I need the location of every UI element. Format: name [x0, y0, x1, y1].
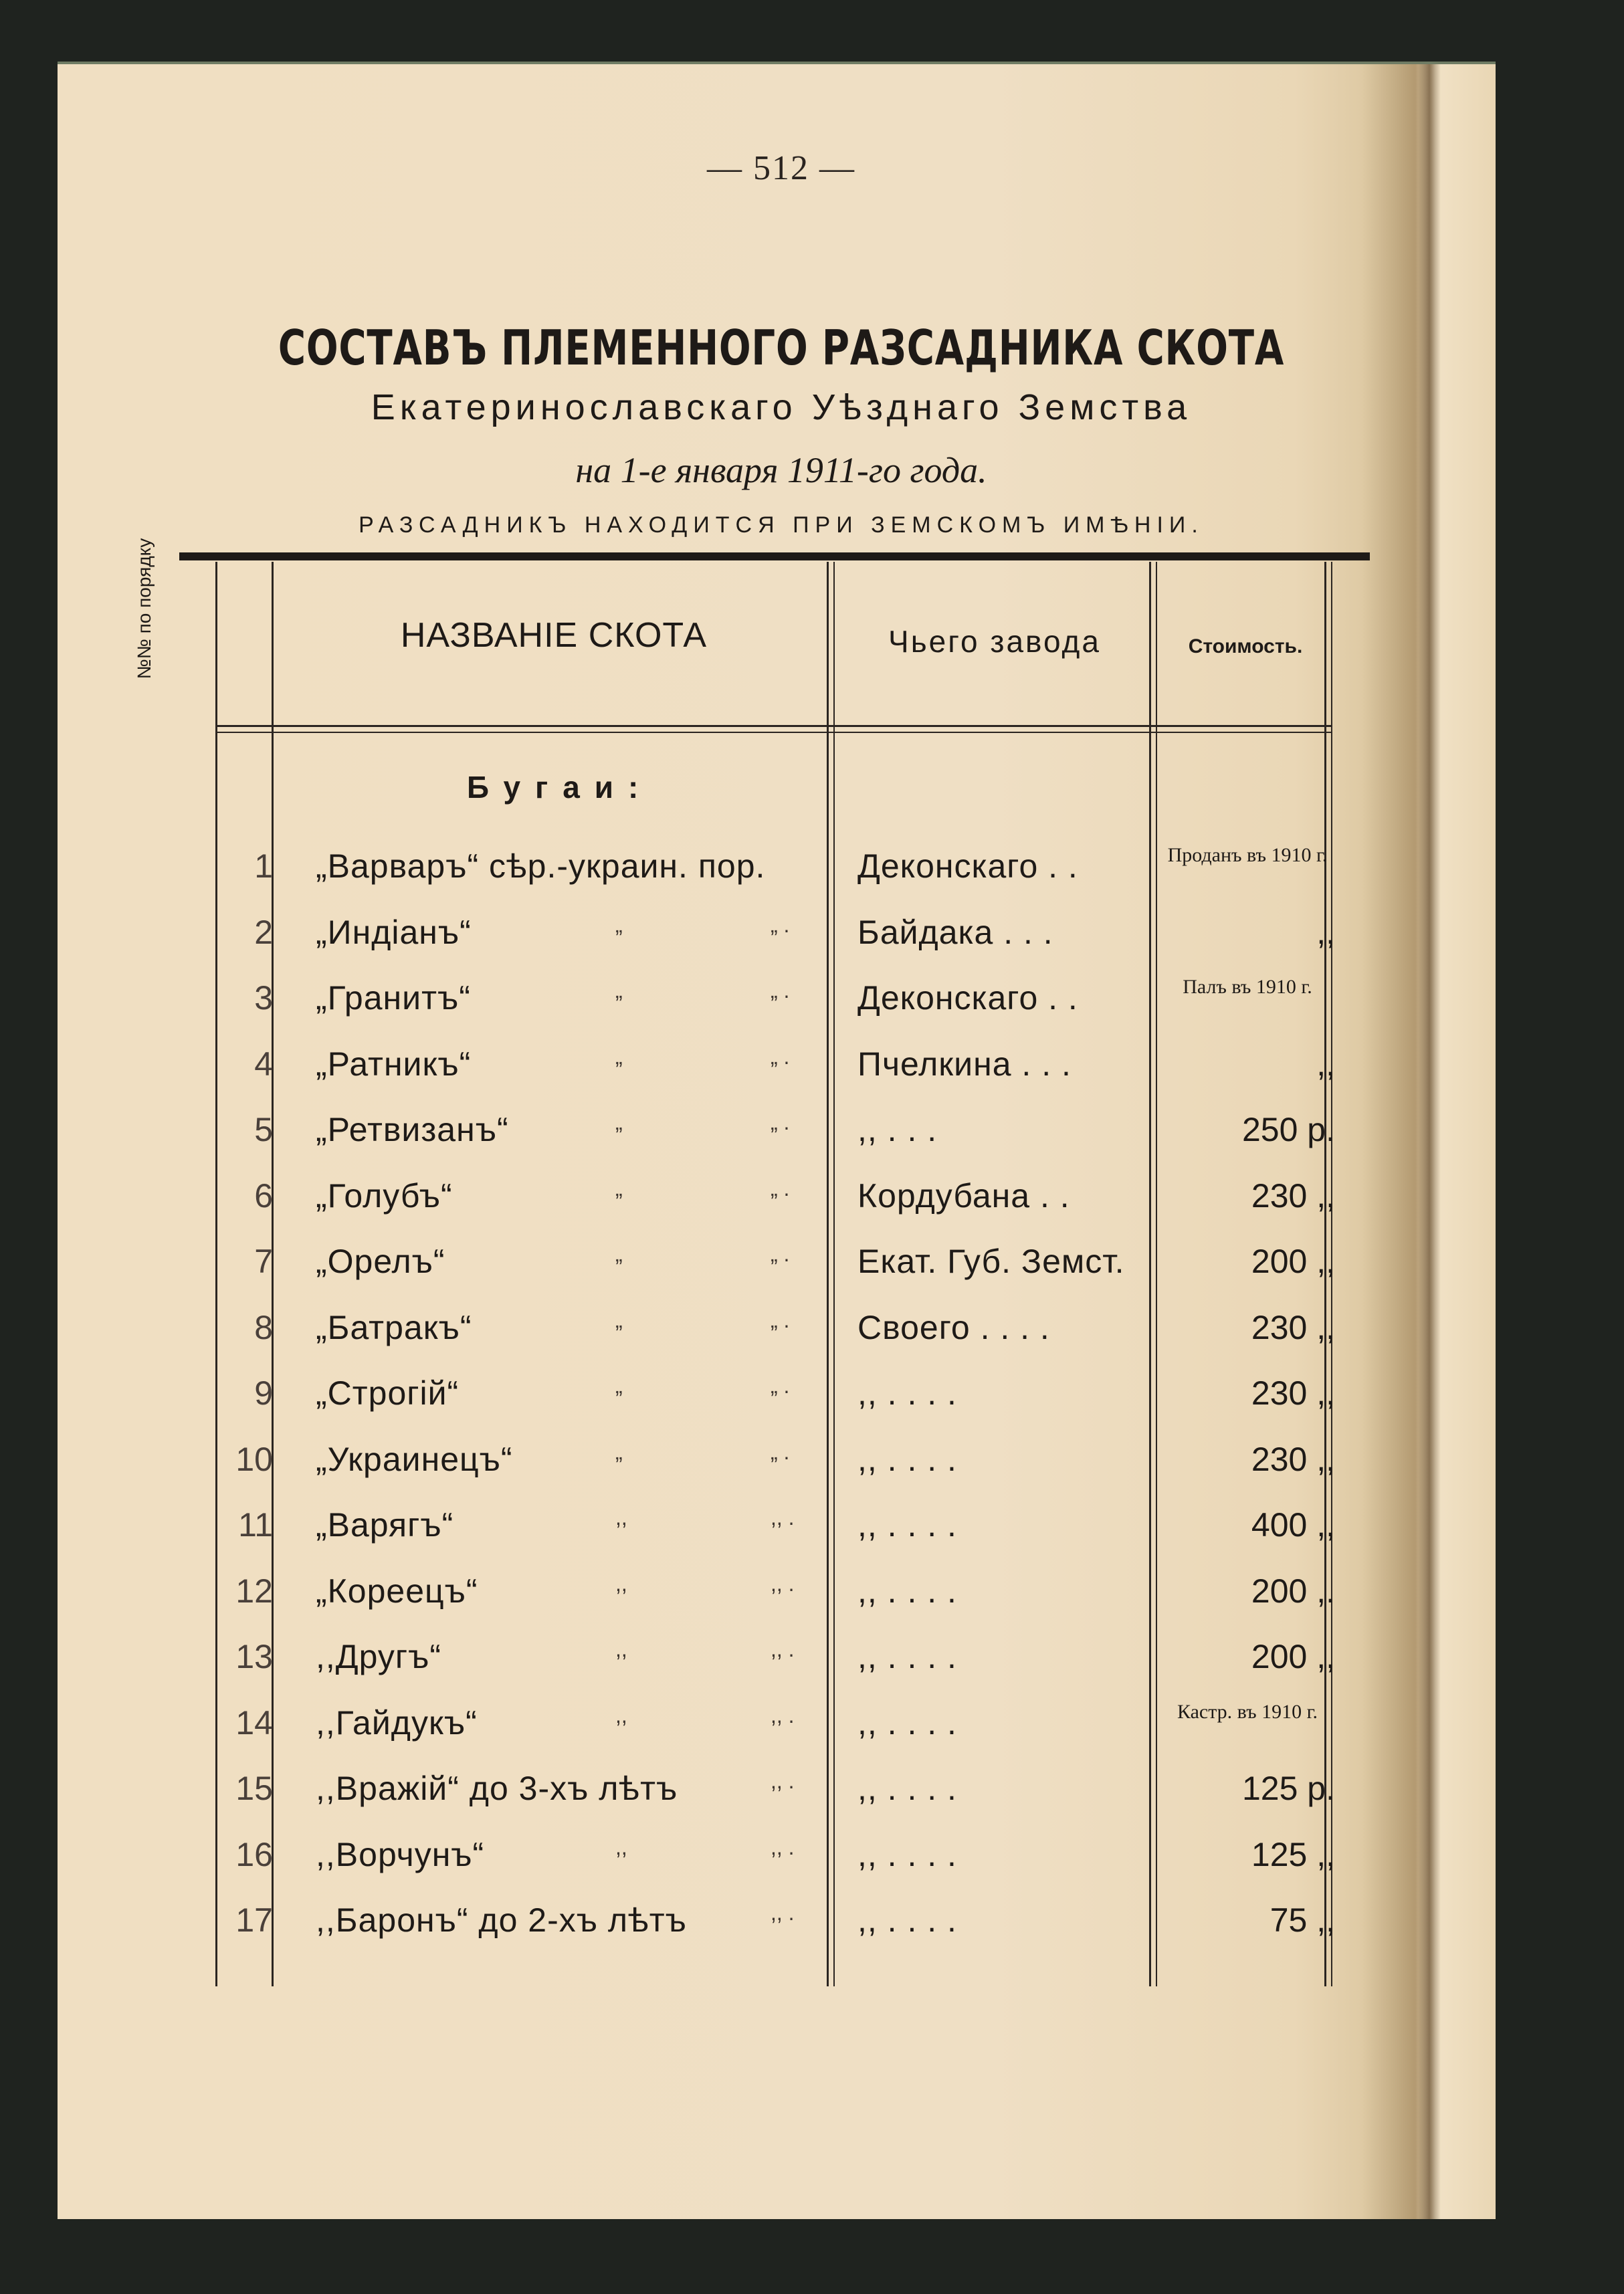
- animal-name: „Орелъ“: [316, 1243, 445, 1280]
- origin-farm: Деконскаго . .: [857, 979, 1078, 1017]
- cost-value: Кастр. въ 1910 г.: [1177, 1700, 1318, 1723]
- origin-farm: ,, . . . .: [857, 1374, 957, 1412]
- table-row: [0, 1700, 1624, 1769]
- animal-name: ,,Другъ“: [316, 1638, 442, 1675]
- row-number: 7: [254, 1243, 273, 1280]
- row-number: 15: [235, 1770, 273, 1807]
- header-rule: [215, 725, 1332, 727]
- animal-name: „Кореецъ“: [316, 1572, 478, 1610]
- location-note: РАЗСАДНИКЪ НАХОДИТСЯ ПРИ ЗЕМСКОМЪ ИМѢНІИ.: [359, 512, 1204, 538]
- ditto-mark: „ .: [771, 1176, 790, 1201]
- cost-value: 200 ,,: [1251, 1243, 1335, 1280]
- ditto-mark: ,,: [615, 1571, 627, 1596]
- row-number: 3: [254, 979, 273, 1017]
- table-row: [0, 1440, 1624, 1505]
- cost-value: 125 ,,: [1251, 1835, 1335, 1873]
- table-row: [0, 844, 1624, 912]
- animal-name: „Ратникъ“: [316, 1045, 472, 1083]
- row-number: 10: [235, 1440, 273, 1478]
- ditto-mark: „: [615, 1176, 623, 1201]
- origin-farm: ,, . . . .: [857, 1770, 957, 1807]
- table-row: [0, 1308, 1624, 1374]
- origin-farm: Кордубана . .: [857, 1176, 1070, 1215]
- animal-name: ,,Гайдукъ“: [316, 1703, 478, 1742]
- animal-name: „Строгій“: [316, 1374, 460, 1412]
- ditto-mark: „: [615, 1044, 623, 1069]
- cost-value: Проданъ въ 1910 г.: [1167, 844, 1328, 866]
- header-cost: Стоимость.: [1188, 635, 1303, 657]
- animal-name: „Батракъ“: [316, 1308, 472, 1346]
- ditto-mark: ,, .: [771, 1769, 795, 1793]
- ditto-mark: „ .: [771, 1044, 790, 1069]
- row-number: 8: [254, 1308, 273, 1346]
- row-number: 13: [235, 1638, 273, 1675]
- ditto-mark: „ .: [771, 1242, 790, 1266]
- origin-farm: ,, . . . .: [857, 1638, 957, 1675]
- cost-value: 75 ,,: [1270, 1901, 1335, 1939]
- animal-name: „Индіанъ“: [316, 913, 472, 951]
- row-number: 4: [254, 1045, 273, 1083]
- cost-value: ,,: [1316, 1045, 1335, 1083]
- ditto-mark: ,, .: [771, 1505, 795, 1530]
- table-row: [0, 1637, 1624, 1703]
- row-number: 14: [235, 1703, 273, 1742]
- date-line: на 1-е января 1911-го года.: [575, 450, 987, 490]
- row-number: 16: [235, 1835, 273, 1873]
- ditto-mark: ,,: [615, 1835, 627, 1859]
- table-row: [0, 1901, 1624, 1966]
- row-number: 11: [238, 1506, 273, 1544]
- origin-farm: Деконскаго . .: [857, 847, 1078, 885]
- cost-value: 400 ,,: [1251, 1506, 1335, 1544]
- cost-value: 230 ,,: [1251, 1176, 1335, 1215]
- table-row: [0, 1505, 1624, 1571]
- row-number: 2: [254, 913, 273, 951]
- header-row-number: №№ по порядку: [134, 538, 155, 680]
- animal-name: ,,Баронъ“ до 2-хъ лѣтъ: [316, 1901, 687, 1939]
- origin-farm: ,, . . . .: [857, 1506, 957, 1544]
- animal-name: „Голубъ“: [316, 1176, 453, 1215]
- ditto-mark: „: [615, 1308, 623, 1332]
- ditto-mark: „: [615, 1374, 623, 1398]
- page-subtitle: Екатеринославскаго Уѣзднаго Земства: [371, 387, 1192, 427]
- table-row: [0, 1110, 1624, 1176]
- header-animal-name: НАЗВАНІЕ СКОТА: [400, 616, 708, 655]
- animal-name: „Варваръ“ сѣр.-украин. пор.: [316, 847, 766, 885]
- cost-value: Палъ въ 1910 г.: [1183, 976, 1312, 998]
- row-number: 12: [235, 1572, 273, 1610]
- ditto-mark: „ .: [771, 1374, 790, 1398]
- cost-value: 230 ,,: [1251, 1440, 1335, 1478]
- animal-name: „Варягъ“: [316, 1506, 454, 1544]
- row-number: 6: [254, 1176, 273, 1215]
- ditto-mark: ,,: [615, 1703, 627, 1728]
- cost-value: 125 р.: [1241, 1770, 1335, 1807]
- cost-value: 230 ,,: [1251, 1308, 1335, 1346]
- ditto-mark: „ .: [771, 1439, 790, 1464]
- animal-name: „Гранитъ“: [316, 979, 471, 1017]
- table-row: [0, 1835, 1624, 1901]
- header-rule-double: [215, 732, 1332, 733]
- table-row: [0, 913, 1624, 978]
- ditto-mark: „ .: [771, 1110, 790, 1134]
- row-number: 17: [235, 1901, 273, 1939]
- cost-value: 230 ,,: [1251, 1374, 1335, 1412]
- ditto-mark: ,, .: [771, 1703, 795, 1728]
- section-label: Бугаи:: [467, 770, 653, 805]
- ditto-mark: ,, .: [771, 1637, 795, 1661]
- ditto-mark: „: [615, 1110, 623, 1134]
- table-row: [0, 1374, 1624, 1439]
- ditto-mark: „: [615, 978, 623, 1003]
- cost-value: 250 р.: [1241, 1111, 1335, 1148]
- table-row: [0, 1176, 1624, 1242]
- table-row: [0, 978, 1624, 1044]
- ditto-mark: „ .: [771, 912, 790, 937]
- row-number: 9: [254, 1374, 273, 1412]
- ditto-mark: „ .: [771, 978, 790, 1003]
- page-title: СОСТАВЪ ПЛЕМЕННОГО РАЗСАДНИКА СКОТА: [278, 320, 1285, 376]
- table-row: [0, 1242, 1624, 1308]
- ditto-mark: „ .: [771, 1308, 790, 1332]
- origin-farm: Своего . . . .: [857, 1308, 1050, 1346]
- table-top-rule: [179, 552, 1370, 560]
- row-number: 5: [254, 1111, 273, 1148]
- ditto-mark: ,, .: [771, 1835, 795, 1859]
- cost-value: 200 ,,: [1251, 1638, 1335, 1675]
- ditto-mark: ,,: [615, 1637, 627, 1661]
- origin-farm: Байдака . . .: [857, 913, 1053, 951]
- ditto-mark: „: [615, 912, 623, 937]
- origin-farm: ,, . . . .: [857, 1835, 957, 1873]
- origin-farm: Пчелкина . . .: [857, 1045, 1072, 1083]
- origin-farm: ,, . . . .: [857, 1703, 957, 1742]
- ditto-mark: „: [615, 1439, 623, 1464]
- animal-name: ,,Ворчунъ“: [316, 1835, 485, 1873]
- table-row: [0, 1572, 1624, 1637]
- cost-value: ,,: [1316, 913, 1335, 951]
- cost-value: 200 ,.: [1251, 1572, 1335, 1610]
- ditto-mark: ,,: [615, 1505, 627, 1530]
- ditto-mark: ,, .: [771, 1901, 795, 1925]
- table-row: [0, 1769, 1624, 1835]
- origin-farm: ,, . . . .: [857, 1901, 957, 1939]
- table-row: [0, 1045, 1624, 1110]
- row-number: 1: [254, 847, 273, 885]
- ditto-mark: „: [615, 1242, 623, 1266]
- origin-farm: ,, . . .: [857, 1111, 938, 1148]
- origin-farm: ,, . . . .: [857, 1572, 957, 1610]
- animal-name: ,,Вражій“ до 3-хъ лѣтъ: [316, 1770, 678, 1807]
- origin-farm: ,, . . . .: [857, 1440, 957, 1478]
- header-origin: Чьего завода: [888, 624, 1101, 659]
- page-number: — 512 —: [707, 149, 855, 187]
- animal-name: „Украинецъ“: [316, 1440, 513, 1478]
- animal-name: „Ретвизанъ“: [316, 1111, 509, 1148]
- ditto-mark: ,, .: [771, 1571, 795, 1596]
- origin-farm: Екат. Губ. Земст.: [857, 1243, 1125, 1280]
